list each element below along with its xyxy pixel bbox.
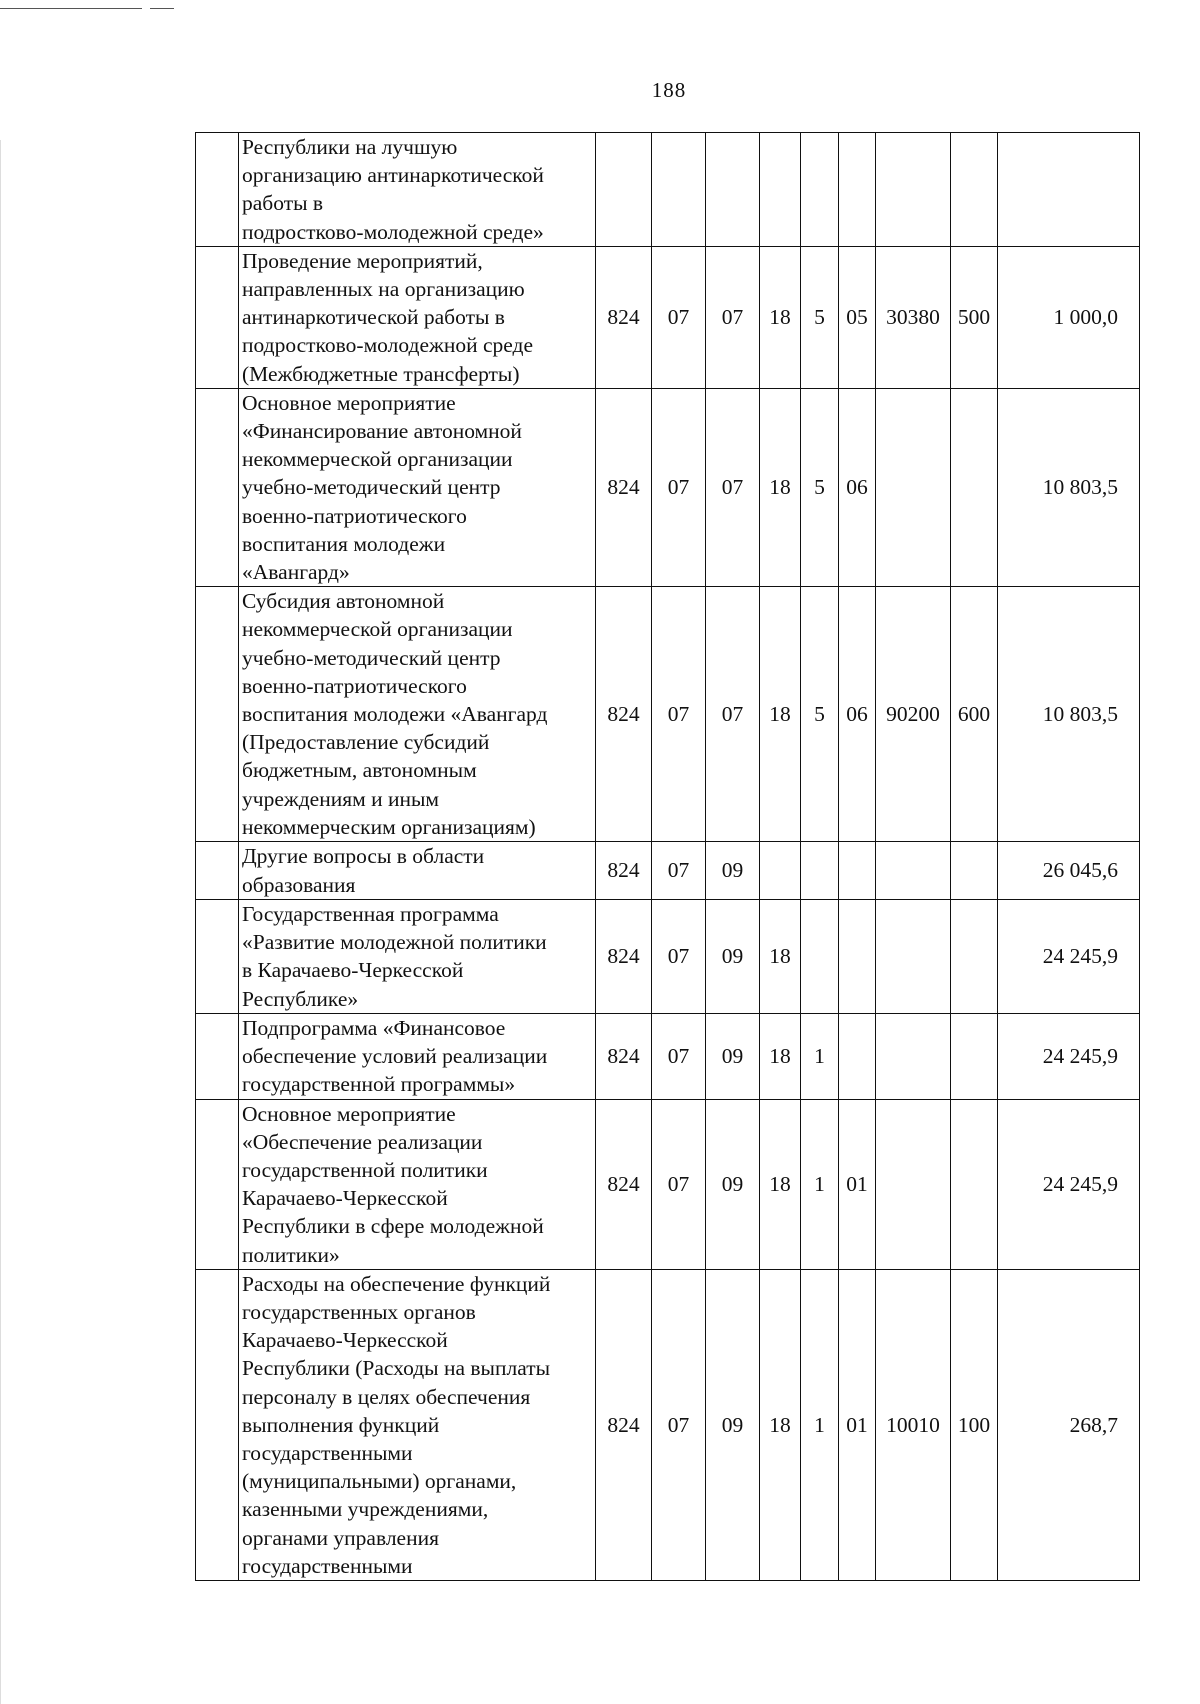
description-line: выполнения функций [242,1412,440,1437]
description-line: некоммерческим организациям) [242,814,536,839]
table-row [196,900,1140,1014]
description-line: «Развитие молодежной политики [242,930,547,955]
cell-row-number [196,133,239,247]
page-number: 188 [651,78,687,102]
cell-program: 18 [760,1099,801,1269]
cell-description [239,900,596,1014]
description-line: «Финансирование автономной [242,419,522,444]
description-line: Карачаево-Черкесской [242,1328,448,1353]
table-row [196,1013,1140,1099]
cell-row-number [196,900,239,1014]
cell-amount [998,133,1140,247]
description-line: (муниципальными) органами, [242,1469,517,1494]
description-line: (Межбюджетные трансферты) [242,361,520,386]
cell-expense-type [951,1013,998,1099]
cell-main-activity: 01 [839,1099,876,1269]
cell-expense-type: 100 [951,1269,998,1580]
description-line: направленных на организацию [242,277,525,302]
cell-row-number [196,587,239,842]
cell-main-activity: 05 [839,246,876,388]
cell-expense-type [951,388,998,586]
description-line: обеспечение условий реализации [242,1044,548,1069]
cell-subprogram: 1 [801,1269,839,1580]
description-line: образования [242,872,356,897]
cell-description [239,1269,596,1580]
description-line: органами управления [242,1525,439,1550]
table-row [196,1099,1140,1269]
description-line: учебно-методический центр [242,645,501,670]
cell-expense-type [951,842,998,900]
table-body [196,133,1140,1581]
cell-expense-type [951,900,998,1014]
cell-section [652,133,706,247]
table-row [196,133,1140,247]
description-line: государственной программы» [242,1072,516,1097]
cell-subsection [706,133,760,247]
cell-grbs: 824 [596,1099,652,1269]
description-line: персоналу в целях обеспечения [242,1384,531,1409]
description-line: Проведение мероприятий, [242,248,483,273]
cell-grbs: 824 [596,1013,652,1099]
cell-subsection: 09 [706,1013,760,1099]
cell-program [760,133,801,247]
description-line: учебно-методический центр [242,475,501,500]
description-line: государственными [242,1553,413,1578]
description-line: работы в [242,191,324,216]
description-line: Республике» [242,986,359,1011]
cell-amount: 24 245,9 [998,1099,1140,1269]
cell-amount: 24 245,9 [998,1013,1140,1099]
description-line: Республики (Расходы на выплаты [242,1356,551,1381]
cell-grbs [596,133,652,247]
cell-subsection: 09 [706,1099,760,1269]
cell-direction [876,842,951,900]
cell-subprogram: 1 [801,1013,839,1099]
cell-section: 07 [652,587,706,842]
cell-expense-type [951,1099,998,1269]
cell-direction [876,388,951,586]
cell-description [239,842,596,900]
cell-section: 07 [652,900,706,1014]
cell-main-activity: 01 [839,1269,876,1580]
cell-direction: 10010 [876,1269,951,1580]
description-line: подростково-молодежной среде [242,333,534,358]
cell-subsection: 09 [706,900,760,1014]
description-line: некоммерческой организации [242,617,513,642]
cell-amount: 10 803,5 [998,388,1140,586]
cell-direction [876,1099,951,1269]
cell-program: 18 [760,246,801,388]
cell-subprogram: 5 [801,246,839,388]
cell-grbs: 824 [596,587,652,842]
cell-subsection: 07 [706,587,760,842]
cell-amount: 1 000,0 [998,246,1140,388]
description-line: «Авангард» [242,560,350,585]
description-line: казенными учреждениями, [242,1497,489,1522]
cell-amount: 24 245,9 [998,900,1140,1014]
cell-row-number [196,388,239,586]
cell-row-number [196,1269,239,1580]
cell-program: 18 [760,1269,801,1580]
cell-direction [876,133,951,247]
cell-row-number [196,842,239,900]
description-line: (Предоставление субсидий [242,730,490,755]
description-line: бюджетным, автономным [242,758,477,783]
description-line: антинаркотической работы в [242,305,505,330]
description-line: государственных органов [242,1299,476,1324]
cell-main-activity: 06 [839,587,876,842]
cell-row-number [196,1013,239,1099]
cell-grbs: 824 [596,388,652,586]
description-line: Основное мероприятие [242,390,456,415]
table-row [196,587,1140,842]
description-line: государственной политики [242,1157,488,1182]
cell-program: 18 [760,587,801,842]
description-line: организацию антинаркотической [242,163,544,188]
scan-edge-line [0,8,142,9]
cell-main-activity [839,900,876,1014]
cell-subsection: 09 [706,1269,760,1580]
description-line: военно-патриотического [242,503,467,528]
scan-edge-line-short [150,8,174,9]
page-left-edge [0,140,1,1704]
cell-program [760,842,801,900]
table-row [196,1269,1140,1580]
description-line: Субсидия автономной [242,589,445,614]
cell-direction: 30380 [876,246,951,388]
cell-subprogram [801,133,839,247]
cell-section: 07 [652,1269,706,1580]
cell-expense-type: 600 [951,587,998,842]
description-line: Карачаево-Черкесской [242,1186,448,1211]
description-line: Подпрограмма «Финансовое [242,1015,506,1040]
cell-row-number [196,246,239,388]
cell-section: 07 [652,842,706,900]
description-line: Другие вопросы в области [242,844,485,869]
description-line: военно-патриотического [242,673,467,698]
cell-main-activity [839,842,876,900]
cell-subprogram [801,900,839,1014]
description-line: Государственная программа [242,902,499,927]
table-row [196,246,1140,388]
description-line: Республики на лучшую [242,135,458,159]
cell-grbs: 824 [596,900,652,1014]
cell-grbs: 824 [596,842,652,900]
cell-amount: 10 803,5 [998,587,1140,842]
cell-subsection: 09 [706,842,760,900]
cell-description [239,133,596,247]
description-line: воспитания молодежи [242,531,446,556]
description-line: в Карачаево-Черкесской [242,958,464,983]
cell-description [239,1013,596,1099]
cell-expense-type [951,133,998,247]
description-line: «Обеспечение реализации [242,1129,483,1154]
description-line: Основное мероприятие [242,1101,456,1126]
cell-description [239,388,596,586]
cell-amount: 26 045,6 [998,842,1140,900]
cell-section: 07 [652,1099,706,1269]
cell-direction: 90200 [876,587,951,842]
cell-expense-type: 500 [951,246,998,388]
table-row [196,388,1140,586]
cell-description [239,246,596,388]
description-line: Республики в сфере молодежной [242,1214,544,1239]
cell-row-number [196,1099,239,1269]
cell-description [239,587,596,842]
cell-program: 18 [760,900,801,1014]
cell-subprogram: 5 [801,587,839,842]
cell-main-activity [839,1013,876,1099]
description-line: воспитания молодежи «Авангард [242,702,548,727]
cell-subprogram: 5 [801,388,839,586]
description-line: некоммерческой организации [242,447,513,472]
description-line: государственными [242,1440,413,1465]
cell-subsection: 07 [706,388,760,586]
cell-subprogram: 1 [801,1099,839,1269]
cell-subprogram [801,842,839,900]
cell-direction [876,1013,951,1099]
cell-main-activity [839,133,876,247]
cell-grbs: 824 [596,246,652,388]
cell-section: 07 [652,1013,706,1099]
description-line: подростково-молодежной среде» [242,219,544,244]
budget-table [195,132,1140,1581]
cell-subsection: 07 [706,246,760,388]
description-line: Расходы на обеспечение функций [242,1271,551,1296]
cell-program: 18 [760,388,801,586]
cell-section: 07 [652,388,706,586]
cell-grbs: 824 [596,1269,652,1580]
table-row [196,842,1140,900]
cell-main-activity: 06 [839,388,876,586]
cell-amount: 268,7 [998,1269,1140,1580]
cell-program: 18 [760,1013,801,1099]
cell-description [239,1099,596,1269]
cell-direction [876,900,951,1014]
description-line: политики» [242,1242,340,1267]
cell-section: 07 [652,246,706,388]
description-line: учреждениям и иным [242,786,440,811]
